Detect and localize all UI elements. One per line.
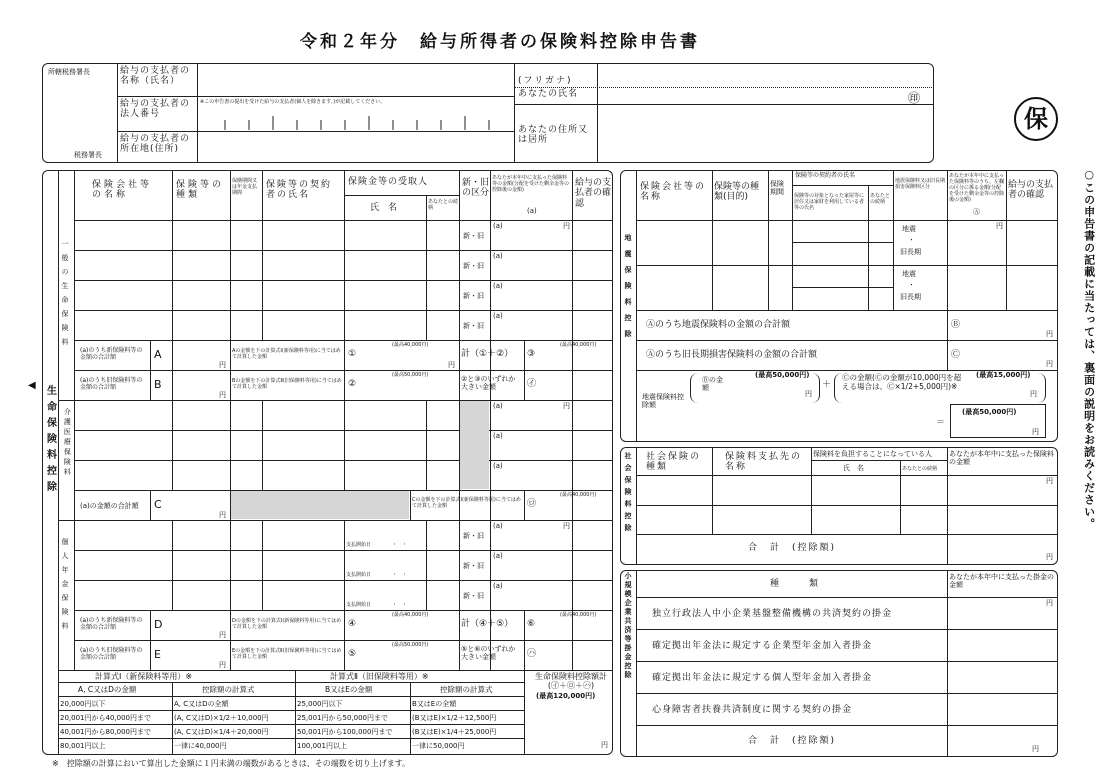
total-4-5: 計（④＋⑤） <box>461 619 514 629</box>
sb-item-2: 確定拠出年金法に規定する企業型年金加入者掛金 <box>652 641 873 651</box>
table-cell: 50,001円から100,000円まで <box>297 728 393 736</box>
kind-long-term[interactable]: 旧長期 <box>900 248 921 256</box>
furigana-field[interactable] <box>598 64 933 86</box>
amount-a-label: (a) <box>493 432 503 440</box>
amount-a-label: (a) <box>493 462 503 470</box>
table-row[interactable] <box>75 251 172 280</box>
tax-office-label: 所轄税務署長 <box>48 68 90 76</box>
col-paid-amount: あなたが本年中に支払った保険料等の金額(分配を受けた剰余金等の控除後の金額) <box>492 175 569 193</box>
sb-total-label: 合 計 (控除額) <box>748 736 837 746</box>
kind-dot: ・ <box>908 236 915 244</box>
payer-number-label: 給与の支払者の法人番号 <box>120 99 191 120</box>
new-old-selector[interactable]: 新・旧 <box>463 592 484 600</box>
c-calc-label: Ⓒの金額(Ⓒの金額が10,000円を超える場合は、Ⓒ×1/2+5,000円)※ <box>842 373 962 391</box>
table-cell: 80,001円以上 <box>60 742 106 750</box>
table-row[interactable] <box>637 266 712 310</box>
row-c-label: (a)の金額の合計額 <box>80 502 139 510</box>
row-b-label: (a)のうち旧保険料等の金額の合計額 <box>80 377 143 392</box>
total-1-2: 計（①＋②） <box>461 349 514 359</box>
amount-a-label: (a) <box>493 252 503 260</box>
gray-block <box>231 491 409 519</box>
your-address-field[interactable] <box>598 106 933 162</box>
life-deduction-max: (最高120,000円) <box>536 692 596 700</box>
circle-4: ④ <box>348 619 357 629</box>
table-cell: 25,001円から50,000円まで <box>297 714 388 722</box>
table-row[interactable] <box>75 581 172 610</box>
pay-start-date[interactable]: ・ ・ <box>392 542 408 548</box>
max-40000: (最高40,000円) <box>560 492 597 498</box>
sb-item-4: 心身障害者扶養共済制度に関する契約の掛金 <box>652 705 853 715</box>
yen-unit: 円 <box>563 222 570 230</box>
eq-col-kind: 地震保険料又は旧長期損害保険料区分 <box>895 178 946 190</box>
life-deduction-title: 生命保険料控除額計(㋑＋㋺＋㋩) <box>535 672 607 691</box>
table-cell: (B又はE)×1/4＋25,000円 <box>412 728 497 736</box>
table-cell: A, C又はDの全額 <box>174 700 229 708</box>
max-40000: (最高40,000円) <box>392 342 429 348</box>
social-section-label: 社会保険料控除 <box>624 452 633 536</box>
yen-unit: 円 <box>219 661 226 669</box>
col-insurance-period: 保険期間又は年金支払期間 <box>232 178 258 196</box>
row-a-mark: A <box>154 348 162 361</box>
table-row[interactable] <box>75 521 172 550</box>
row-d-label: (a)のうち新保険料等の金額の合計額 <box>80 617 143 632</box>
sb-col-amount: あなたが本年中に支払った掛金の金額 <box>949 573 1054 590</box>
kind-dot: ・ <box>908 281 915 289</box>
col-payer-check: 給与の支払者の確認 <box>575 178 612 209</box>
footnote: ※ 控除額の計算において算出した金額に１円未満の端数があるときは、その端数を切り上げます。 <box>52 759 411 768</box>
yen-unit: 円 <box>996 222 1003 230</box>
amount-a-label: (a) <box>493 522 503 530</box>
social-col-dest: 保険料支払先の名称 <box>725 452 803 473</box>
larger-5-6: ⑤と⑥のいずれか大きい金額 <box>461 645 516 662</box>
new-old-selector[interactable]: 新・旧 <box>463 292 484 300</box>
calc-c-note: Cの金額を下の計算式Ⅰ(新保険料等用)に当てはめて計算した金額 <box>412 497 521 509</box>
formula-2-col1: B又はEの金額 <box>325 685 373 694</box>
long-total-label: Ⓐのうち旧長期損害保険料の金額の合計額 <box>646 350 818 360</box>
circle-ha: ㋩ <box>527 649 537 659</box>
social-col-payer: 保険料を負担することになっている人 <box>813 450 932 458</box>
calc-a-note: Aの金額を下の計算式Ⅰ(新保険料等用)に当てはめて計算した金額 <box>232 348 341 360</box>
long-total-mark: Ⓒ <box>951 350 961 360</box>
eq-col-type: 保険等の種類(目的) <box>714 182 760 203</box>
eq-col-amount-sub: Ⓐ <box>973 208 980 216</box>
amount-a-label: (a) <box>493 552 503 560</box>
table-row[interactable] <box>75 551 172 580</box>
max-40000: (最高40,000円) <box>560 342 597 348</box>
payer-number-field[interactable] <box>198 106 513 130</box>
payer-name-field[interactable] <box>198 64 513 95</box>
amount-a-label: (a) <box>493 222 503 230</box>
circle-5: ⑤ <box>348 649 357 659</box>
new-old-selector[interactable]: 新・旧 <box>463 562 484 570</box>
side-instruction-note: ○この申告書の記載に当たっては、裏面の説明をお読みください。 <box>1082 168 1096 530</box>
circle-3: ③ <box>527 349 536 359</box>
table-row[interactable] <box>75 221 172 250</box>
formula-1-col2: 控除額の計算式 <box>202 685 255 694</box>
new-old-selector[interactable]: 新・旧 <box>463 532 484 540</box>
life-section-label: 生命保険料控除 <box>44 385 56 497</box>
social-col-relation: あなたとの続柄 <box>902 466 938 472</box>
table-cell: 一律に50,000円 <box>412 742 465 750</box>
table-row[interactable] <box>75 461 172 490</box>
table-row[interactable] <box>75 401 172 430</box>
amount-a-label: (a) <box>493 282 503 290</box>
col-relation: あなたとの続柄 <box>428 199 459 211</box>
table-cell: B又はEの全額 <box>412 700 457 708</box>
col-insurance-type: 保険等の種類 <box>176 180 225 201</box>
table-cell: 40,001円から80,000円まで <box>60 728 151 736</box>
eq-col-company: 保険会社等の名称 <box>640 182 707 203</box>
formula-2-col2: 控除額の計算式 <box>440 685 493 694</box>
max-50000: (最高50,000円) <box>392 642 429 648</box>
care-medical-label: 介護医療保険料 <box>63 408 72 478</box>
general-life-label: 一般の生命保険料 <box>61 240 70 352</box>
table-cell: 一律に40,000円 <box>174 742 227 750</box>
col-recipient-name: 氏 名 <box>370 203 398 213</box>
max-40000: (最高40,000円) <box>392 612 429 618</box>
social-col-name: 氏 名 <box>843 464 864 472</box>
yen-unit: 円 <box>563 402 570 410</box>
eq-total-mark: Ⓑ <box>951 320 961 330</box>
table-row[interactable] <box>637 506 712 534</box>
sb-item-1: 独立行政法人中小企業基盤整備機構の共済契約の掛金 <box>652 609 893 619</box>
yen-unit: 円 <box>1046 599 1053 607</box>
your-address-label: あなたの住所又は居所 <box>518 125 589 146</box>
table-cell: 20,001円から40,000円まで <box>60 714 151 722</box>
calc-b-note: Bの金額を下の計算式Ⅱ(旧保険料等用)に当てはめて計算した金額 <box>232 378 342 390</box>
kind-long-term[interactable]: 旧長期 <box>900 293 921 301</box>
gray-block <box>460 401 489 489</box>
payer-number-note: ※この申告書の提出を受けた給与の支払者(個人を除きます。)が記載してください。 <box>200 99 386 105</box>
seal-mark-icon: ㊞ <box>908 91 921 105</box>
yen-unit: 円 <box>563 522 570 530</box>
pay-start-label: 支払開始日 <box>346 572 372 578</box>
yen-unit: 円 <box>219 511 226 519</box>
table-row[interactable] <box>637 221 712 265</box>
calc-d-note: Dの金額を下の計算式Ⅰ(新保険料等用)に当てはめて計算した金額 <box>232 618 342 630</box>
sb-col-kind: 種 類 <box>770 579 823 589</box>
yen-unit: 円 <box>219 361 226 369</box>
yen-unit: 円 <box>219 391 226 399</box>
c-max: (最高15,000円) <box>976 371 1031 379</box>
table-cell: (A, C又はD)×1/4＋20,000円 <box>174 728 269 736</box>
row-c-mark: C <box>154 498 162 511</box>
formula-1-col1: A, C又はDの金額 <box>78 685 137 694</box>
eq-ded-max: (最高50,000円) <box>962 408 1017 416</box>
row-e-label: (a)のうち旧保険料等の金額の合計額 <box>80 647 143 662</box>
formula-1-title: 計算式Ⅰ（新保険料等用）※ <box>95 672 193 681</box>
yen-unit: 円 <box>448 361 455 369</box>
row-d-mark: D <box>154 618 163 631</box>
pension-label: 個人年金保険料 <box>61 538 70 636</box>
social-total-label: 合 計 (控除額) <box>748 543 837 553</box>
circle-6: ⑥ <box>527 619 536 629</box>
table-cell: (B又はE)×1/2＋12,500円 <box>412 714 497 722</box>
col-new-old: 新・旧の区分 <box>462 178 490 199</box>
payer-address-field[interactable] <box>198 132 513 162</box>
plus-sign: ＋ <box>822 380 832 390</box>
page-title: 令和２年分 給与所得者の保険料控除申告書 <box>300 32 700 52</box>
small-business-label: 小規模企業共済等掛金控除 <box>624 572 633 680</box>
kind-earthquake[interactable]: 地震 <box>902 270 916 278</box>
amount-a-label: (a) <box>493 582 503 590</box>
b-max: (最高50,000円) <box>755 371 810 379</box>
table-row[interactable] <box>637 476 712 505</box>
eq-deduction-label: 地震保険料控除額 <box>642 393 684 410</box>
eq-col-relation: あなたとの続柄 <box>870 193 891 205</box>
max-50000: (最高50,000円) <box>392 372 429 378</box>
social-col-kind: 社会保険の種類 <box>646 452 702 473</box>
social-col-amount: あなたが本年中に支払った保険料の金額 <box>949 450 1054 467</box>
col-recipient: 保険金等の受取人 <box>348 177 429 187</box>
table-cell: 25,000円以下 <box>297 700 343 708</box>
table-cell: 20,000円以下 <box>60 700 106 708</box>
circle-2: ② <box>348 379 357 389</box>
kind-earthquake[interactable]: 地震 <box>902 225 916 233</box>
yen-unit: 円 <box>219 631 226 639</box>
pay-start-label: 支払開始日 <box>346 602 372 608</box>
your-name-field[interactable] <box>598 88 933 103</box>
row-a-label: (a)のうち新保険料等の金額の合計額 <box>80 347 143 362</box>
eq-col-period: 保険期間 <box>770 180 784 197</box>
eq-col-insured: 保険等の対象となった家屋等に居住又は家財を利用している者等の氏名 <box>794 193 865 211</box>
yen-unit: 円 <box>1032 428 1039 436</box>
circle-ro: ㋺ <box>527 499 537 509</box>
arrow-left-icon: ◀ <box>28 380 36 391</box>
yen-unit: 円 <box>1046 330 1053 338</box>
eq-col-check: 給与の支払者の確認 <box>1008 180 1054 201</box>
small-business-section <box>620 570 1058 757</box>
furigana-label: (フリガナ) <box>518 76 573 86</box>
sb-item-3: 確定拠出年金法に規定する個人型年金加入者掛金 <box>652 673 873 683</box>
eq-total-label: Ⓐのうち地震保険料の金額の合計額 <box>646 320 791 330</box>
payer-name-label: 給与の支払者の名称（氏名） <box>120 66 191 87</box>
pay-start-label: 支払開始日 <box>346 542 372 548</box>
payer-address-label: 給与の支払者の所在地(住所) <box>120 134 191 155</box>
calc-e-note: Eの金額を下の計算式Ⅱ(旧保険料等用)に当てはめて計算した金額 <box>232 648 342 660</box>
row-e-mark: E <box>154 648 161 661</box>
yen-unit: 円 <box>1046 360 1053 368</box>
equals-sign: ＝ <box>936 418 946 428</box>
eq-col-amount: あなたが本年中に支払った保険料等のうち、左欄の区分に係る金額(分配を受けた剰余金等の控除後の金額) <box>949 173 1005 203</box>
table-row[interactable] <box>75 281 172 310</box>
pay-start-date[interactable]: ・ ・ <box>392 602 408 608</box>
amount-a-label: (a) <box>493 402 503 410</box>
col-company-name: 保険会社等の名称 <box>92 180 153 201</box>
your-name-label: あなたの氏名 <box>518 89 579 99</box>
table-cell: 100,001円以上 <box>297 742 347 750</box>
circle-i: ㋑ <box>527 379 537 389</box>
larger-2-3: ②と③のいずれか大きい金額 <box>461 375 516 392</box>
tax-office-suffix: 税務署長 <box>74 151 102 159</box>
yen-unit: 円 <box>1032 745 1039 753</box>
formula-2-title: 計算式Ⅱ（旧保険料等用）※ <box>330 672 429 681</box>
table-row[interactable] <box>75 311 172 340</box>
tax-office-field[interactable] <box>44 80 116 148</box>
row-b-mark: B <box>154 378 162 391</box>
new-old-selector[interactable]: 新・旧 <box>463 262 484 270</box>
life-deduction-field[interactable] <box>526 705 611 753</box>
yen-unit: 円 <box>1030 390 1037 398</box>
table-cell: (A, C又はD)×1/2＋10,000円 <box>174 714 269 722</box>
pay-start-date[interactable]: ・ ・ <box>392 572 408 578</box>
insurance-stamp-icon: 保 <box>1014 97 1058 141</box>
earthquake-section-label: 地震保険料控除 <box>624 234 633 346</box>
circle-1: ① <box>348 349 357 359</box>
yen-unit: 円 <box>1046 477 1053 485</box>
yen-unit: 円 <box>1046 553 1053 561</box>
max-40000: (最高40,000円) <box>560 612 597 618</box>
new-old-selector[interactable]: 新・旧 <box>463 322 484 330</box>
col-paid-amount-sub: (a) <box>527 207 537 215</box>
eq-col-contractor: 保険等の契約者の氏名 <box>795 172 856 179</box>
yen-unit: 円 <box>601 741 608 749</box>
table-row[interactable] <box>75 431 172 460</box>
amount-a-label: (a) <box>493 312 503 320</box>
new-old-selector[interactable]: 新・旧 <box>463 232 484 240</box>
b-amount-label: Ⓑの金額 <box>702 376 723 393</box>
col-contractor-name: 保険等の契約者の氏名 <box>266 180 333 201</box>
yen-unit: 円 <box>805 390 812 398</box>
